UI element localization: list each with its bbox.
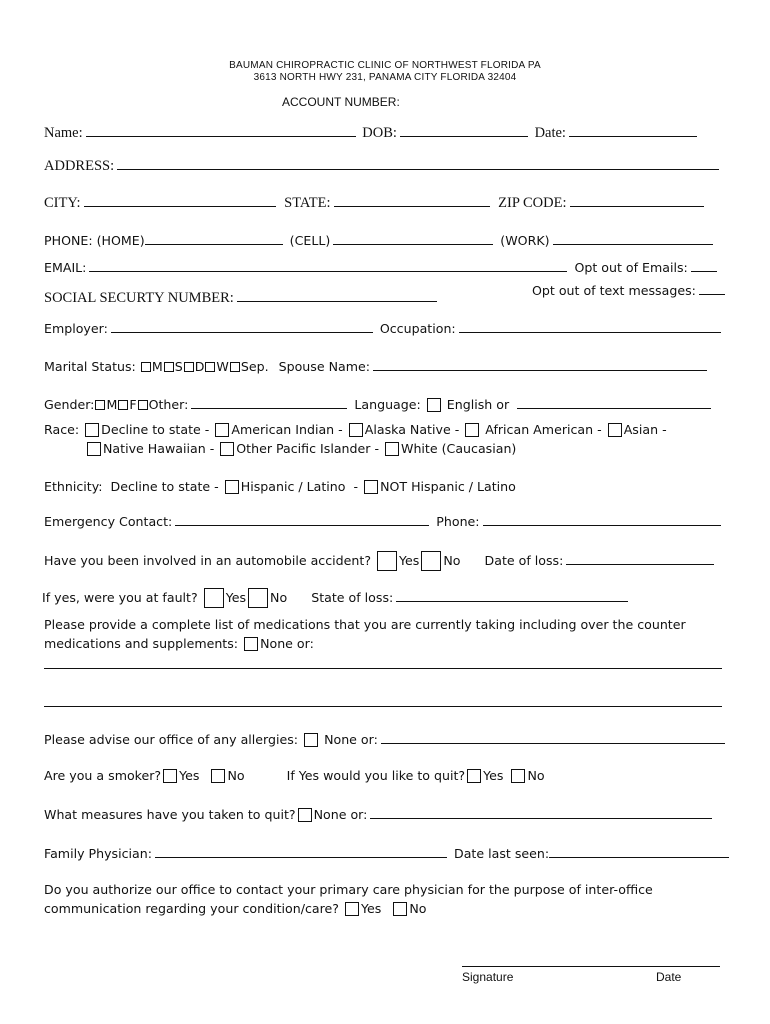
- city-row: [44, 194, 707, 212]
- name-label: Name:: [44, 125, 83, 141]
- meds-field-1[interactable]: [44, 668, 722, 669]
- ssn-label: SOCIAL SECURTY NUMBER:: [44, 290, 234, 306]
- meds-line-2: [44, 636, 314, 651]
- marital-m-label: M: [151, 359, 163, 374]
- smoker-row: [44, 768, 545, 783]
- last-seen-field[interactable]: [549, 845, 729, 858]
- allergies-label: Please advise our office of any allergies:: [44, 732, 299, 747]
- english-checkbox[interactable]: [427, 398, 441, 412]
- opt-text-label: Opt out of text messages:: [532, 283, 696, 298]
- marital-row: [44, 358, 710, 374]
- city-label: CITY:: [44, 195, 81, 211]
- ssn-row: [44, 289, 440, 307]
- marital-label: Marital Status:: [44, 359, 136, 374]
- fault-yes-label: Yes: [225, 590, 247, 605]
- opt-emails-label: Opt out of Emails:: [574, 260, 688, 275]
- auto-label: Have you been involved in an automobile accident?: [44, 553, 372, 568]
- gender-m-checkbox[interactable]: [95, 400, 105, 410]
- ethnicity-row: Ethnicity: Decline to state - Hispanic / Latino - NOT Hispanic / Latino: [44, 479, 516, 494]
- race-asian-checkbox[interactable]: [608, 423, 622, 437]
- gender-f-checkbox[interactable]: [118, 400, 128, 410]
- date-field[interactable]: [569, 124, 697, 137]
- emergency-label: Emergency Contact:: [44, 514, 173, 529]
- dob-label: DOB:: [362, 125, 397, 141]
- phone-home-label: PHONE: (HOME): [44, 233, 145, 248]
- smoker-yes-label: Yes: [179, 768, 200, 783]
- quit-no-label: No: [527, 768, 545, 783]
- meds-label: medications and supplements:: [44, 636, 239, 651]
- ethnicity-decline-label: Decline to state: [110, 479, 211, 494]
- smoker-yes-checkbox[interactable]: [163, 769, 177, 783]
- opt-emails-field[interactable]: [691, 259, 717, 272]
- race-decline-label: Decline to state: [101, 422, 201, 437]
- auth-line-2: [44, 901, 426, 916]
- fault-no-checkbox[interactable]: [248, 588, 268, 608]
- gender-other-field[interactable]: [191, 396, 347, 409]
- date-label: Date:: [534, 125, 566, 141]
- auth-line-1: Do you authorize our office to contact your primary care physician for the purpose of inter-office: [44, 882, 653, 897]
- state-loss-field[interactable]: [396, 589, 628, 602]
- meds-none-label: None or:: [260, 636, 314, 651]
- spouse-field[interactable]: [373, 358, 707, 371]
- quit-yes-checkbox[interactable]: [467, 769, 481, 783]
- language-label: Language:: [354, 397, 421, 412]
- marital-s-checkbox[interactable]: [164, 362, 174, 372]
- address-field[interactable]: [117, 157, 719, 170]
- clinic-address: 3613 NORTH HWY 231, PANAMA CITY FLORIDA 32404: [253, 72, 517, 83]
- marital-sep-checkbox[interactable]: [230, 362, 240, 372]
- physician-field[interactable]: [155, 845, 447, 858]
- meds-line-1: Please provide a complete list of medications that you are currently taking including over the counter: [44, 617, 686, 632]
- gender-other-checkbox[interactable]: [138, 400, 148, 410]
- state-label: STATE:: [284, 195, 331, 211]
- zip-label: ZIP CODE:: [498, 195, 567, 211]
- auth-yes-checkbox[interactable]: [345, 902, 359, 916]
- allergies-none-checkbox[interactable]: [304, 733, 318, 747]
- english-label: English or: [446, 397, 510, 412]
- race-amind-checkbox[interactable]: [215, 423, 229, 437]
- ethnicity-hispanic-checkbox[interactable]: [225, 480, 239, 494]
- meds-none-checkbox[interactable]: [244, 637, 258, 651]
- gender-f-label: F: [129, 397, 137, 412]
- allergies-field[interactable]: [381, 731, 725, 744]
- quit-yes-label: Yes: [483, 768, 504, 783]
- signature-field[interactable]: [462, 966, 720, 967]
- ethnicity-not-checkbox[interactable]: [364, 480, 378, 494]
- race-alaska-checkbox[interactable]: [349, 423, 363, 437]
- meds-field-2[interactable]: [44, 706, 722, 707]
- date-loss-field[interactable]: [566, 552, 714, 565]
- allergies-none-label: None or:: [324, 732, 378, 747]
- opt-text-field[interactable]: [699, 282, 725, 295]
- email-field[interactable]: [89, 259, 567, 272]
- marital-sep-label: Sep.: [240, 359, 269, 374]
- measures-row: [44, 806, 715, 822]
- marital-w-label: W: [216, 359, 229, 374]
- cell-field[interactable]: [333, 232, 493, 245]
- race-amind-label: American Indian: [231, 422, 335, 437]
- marital-m-checkbox[interactable]: [141, 362, 151, 372]
- smoker-label: Are you a smoker?: [44, 768, 162, 783]
- work-label: (WORK): [500, 233, 550, 248]
- employer-row: [44, 320, 724, 336]
- gender-other-label: Other:: [148, 397, 189, 412]
- occupation-label: Occupation:: [379, 321, 456, 336]
- gender-row: [44, 396, 714, 412]
- race-row-2: Native Hawaiian - Other Pacific Islander - White (Caucasian): [85, 441, 516, 456]
- address-label: ADDRESS:: [44, 158, 115, 174]
- quit-label: If Yes would you like to quit?: [286, 768, 466, 783]
- race-african-checkbox[interactable]: [465, 423, 479, 437]
- spouse-label: Spouse Name:: [278, 359, 370, 374]
- emergency-phone-label: Phone:: [436, 514, 480, 529]
- marital-d-label: D: [194, 359, 205, 374]
- employer-label: Employer:: [44, 321, 108, 336]
- race-asian-label: Asian: [623, 422, 659, 437]
- ethnicity-hispanic-label: Hispanic / Latino: [240, 479, 346, 494]
- auth-label: communication regarding your condition/care?: [44, 901, 339, 916]
- fault-label: If yes, were you at fault?: [42, 590, 198, 605]
- work-field[interactable]: [553, 232, 713, 245]
- marital-w-checkbox[interactable]: [205, 362, 215, 372]
- city-field[interactable]: [84, 194, 276, 207]
- measures-none-checkbox[interactable]: [298, 808, 312, 822]
- race-row-1: Race: Decline to state - American Indian - Alaska Native - African American - Asian -: [44, 422, 667, 437]
- zip-field[interactable]: [570, 194, 704, 207]
- name-row: [44, 124, 700, 142]
- emergency-phone-field[interactable]: [483, 513, 721, 526]
- race-white-checkbox[interactable]: [385, 442, 399, 456]
- smoker-no-checkbox[interactable]: [211, 769, 225, 783]
- ethnicity-label: Ethnicity:: [44, 479, 103, 494]
- occupation-field[interactable]: [459, 320, 721, 333]
- name-field[interactable]: [86, 124, 356, 137]
- smoker-no-label: No: [227, 768, 245, 783]
- fault-no-label: No: [270, 590, 288, 605]
- ssn-field[interactable]: [237, 289, 437, 302]
- allergies-row: [44, 731, 728, 747]
- auto-yes-checkbox[interactable]: [377, 551, 397, 571]
- auth-no-checkbox[interactable]: [393, 902, 407, 916]
- emergency-row: [44, 513, 724, 529]
- auto-row: [44, 551, 717, 571]
- email-row: [44, 259, 720, 275]
- signature-date-label: Date: [656, 970, 682, 984]
- race-hawaiian-label: Native Hawaiian: [103, 441, 206, 456]
- race-hawaiian-checkbox[interactable]: [87, 442, 101, 456]
- race-label: Race:: [44, 422, 80, 437]
- auto-no-checkbox[interactable]: [421, 551, 441, 571]
- fault-row: [42, 588, 631, 608]
- account-number-label: ACCOUNT NUMBER:: [282, 95, 400, 109]
- last-seen-label: Date last seen:: [454, 846, 550, 861]
- marital-d-checkbox[interactable]: [184, 362, 194, 372]
- language-other-field[interactable]: [517, 396, 711, 409]
- physician-row: [44, 845, 732, 861]
- phone-home-field[interactable]: [145, 232, 283, 245]
- emergency-field[interactable]: [175, 513, 429, 526]
- signature-label: Signature: [462, 970, 514, 984]
- measures-none-label: None or:: [313, 807, 368, 822]
- measures-field[interactable]: [370, 806, 712, 819]
- clinic-name: BAUMAN CHIROPRACTIC CLINIC OF NORTHWEST FLORIDA PA: [229, 60, 541, 71]
- race-african-label: African American: [485, 422, 594, 437]
- auto-yes-label: Yes: [399, 553, 420, 568]
- fault-yes-checkbox[interactable]: [204, 588, 224, 608]
- ethnicity-not-label: NOT Hispanic / Latino: [380, 479, 516, 494]
- phone-row: [44, 232, 716, 248]
- quit-no-checkbox[interactable]: [511, 769, 525, 783]
- employer-field[interactable]: [111, 320, 373, 333]
- race-pacific-checkbox[interactable]: [220, 442, 234, 456]
- race-decline-checkbox[interactable]: [85, 423, 99, 437]
- auth-no-label: No: [409, 901, 427, 916]
- state-loss-label: State of loss:: [311, 590, 394, 605]
- auto-no-label: No: [443, 553, 461, 568]
- date-loss-label: Date of loss:: [484, 553, 564, 568]
- auth-yes-label: Yes: [360, 901, 382, 916]
- state-field[interactable]: [334, 194, 490, 207]
- email-label: EMAIL:: [44, 260, 87, 275]
- race-alaska-label: Alaska Native: [364, 422, 451, 437]
- cell-label: (CELL): [289, 233, 331, 248]
- measures-label: What measures have you taken to quit?: [44, 807, 296, 822]
- marital-s-label: S: [174, 359, 183, 374]
- dob-field[interactable]: [400, 124, 528, 137]
- address-row: [44, 157, 722, 175]
- opt-text-row: [532, 282, 728, 298]
- race-white-label: White (Caucasian): [401, 441, 517, 456]
- race-pacific-label: Other Pacific Islander: [236, 441, 371, 456]
- physician-label: Family Physician:: [44, 846, 152, 861]
- gender-label: Gender:: [44, 397, 95, 412]
- gender-m-label: M: [106, 397, 118, 412]
